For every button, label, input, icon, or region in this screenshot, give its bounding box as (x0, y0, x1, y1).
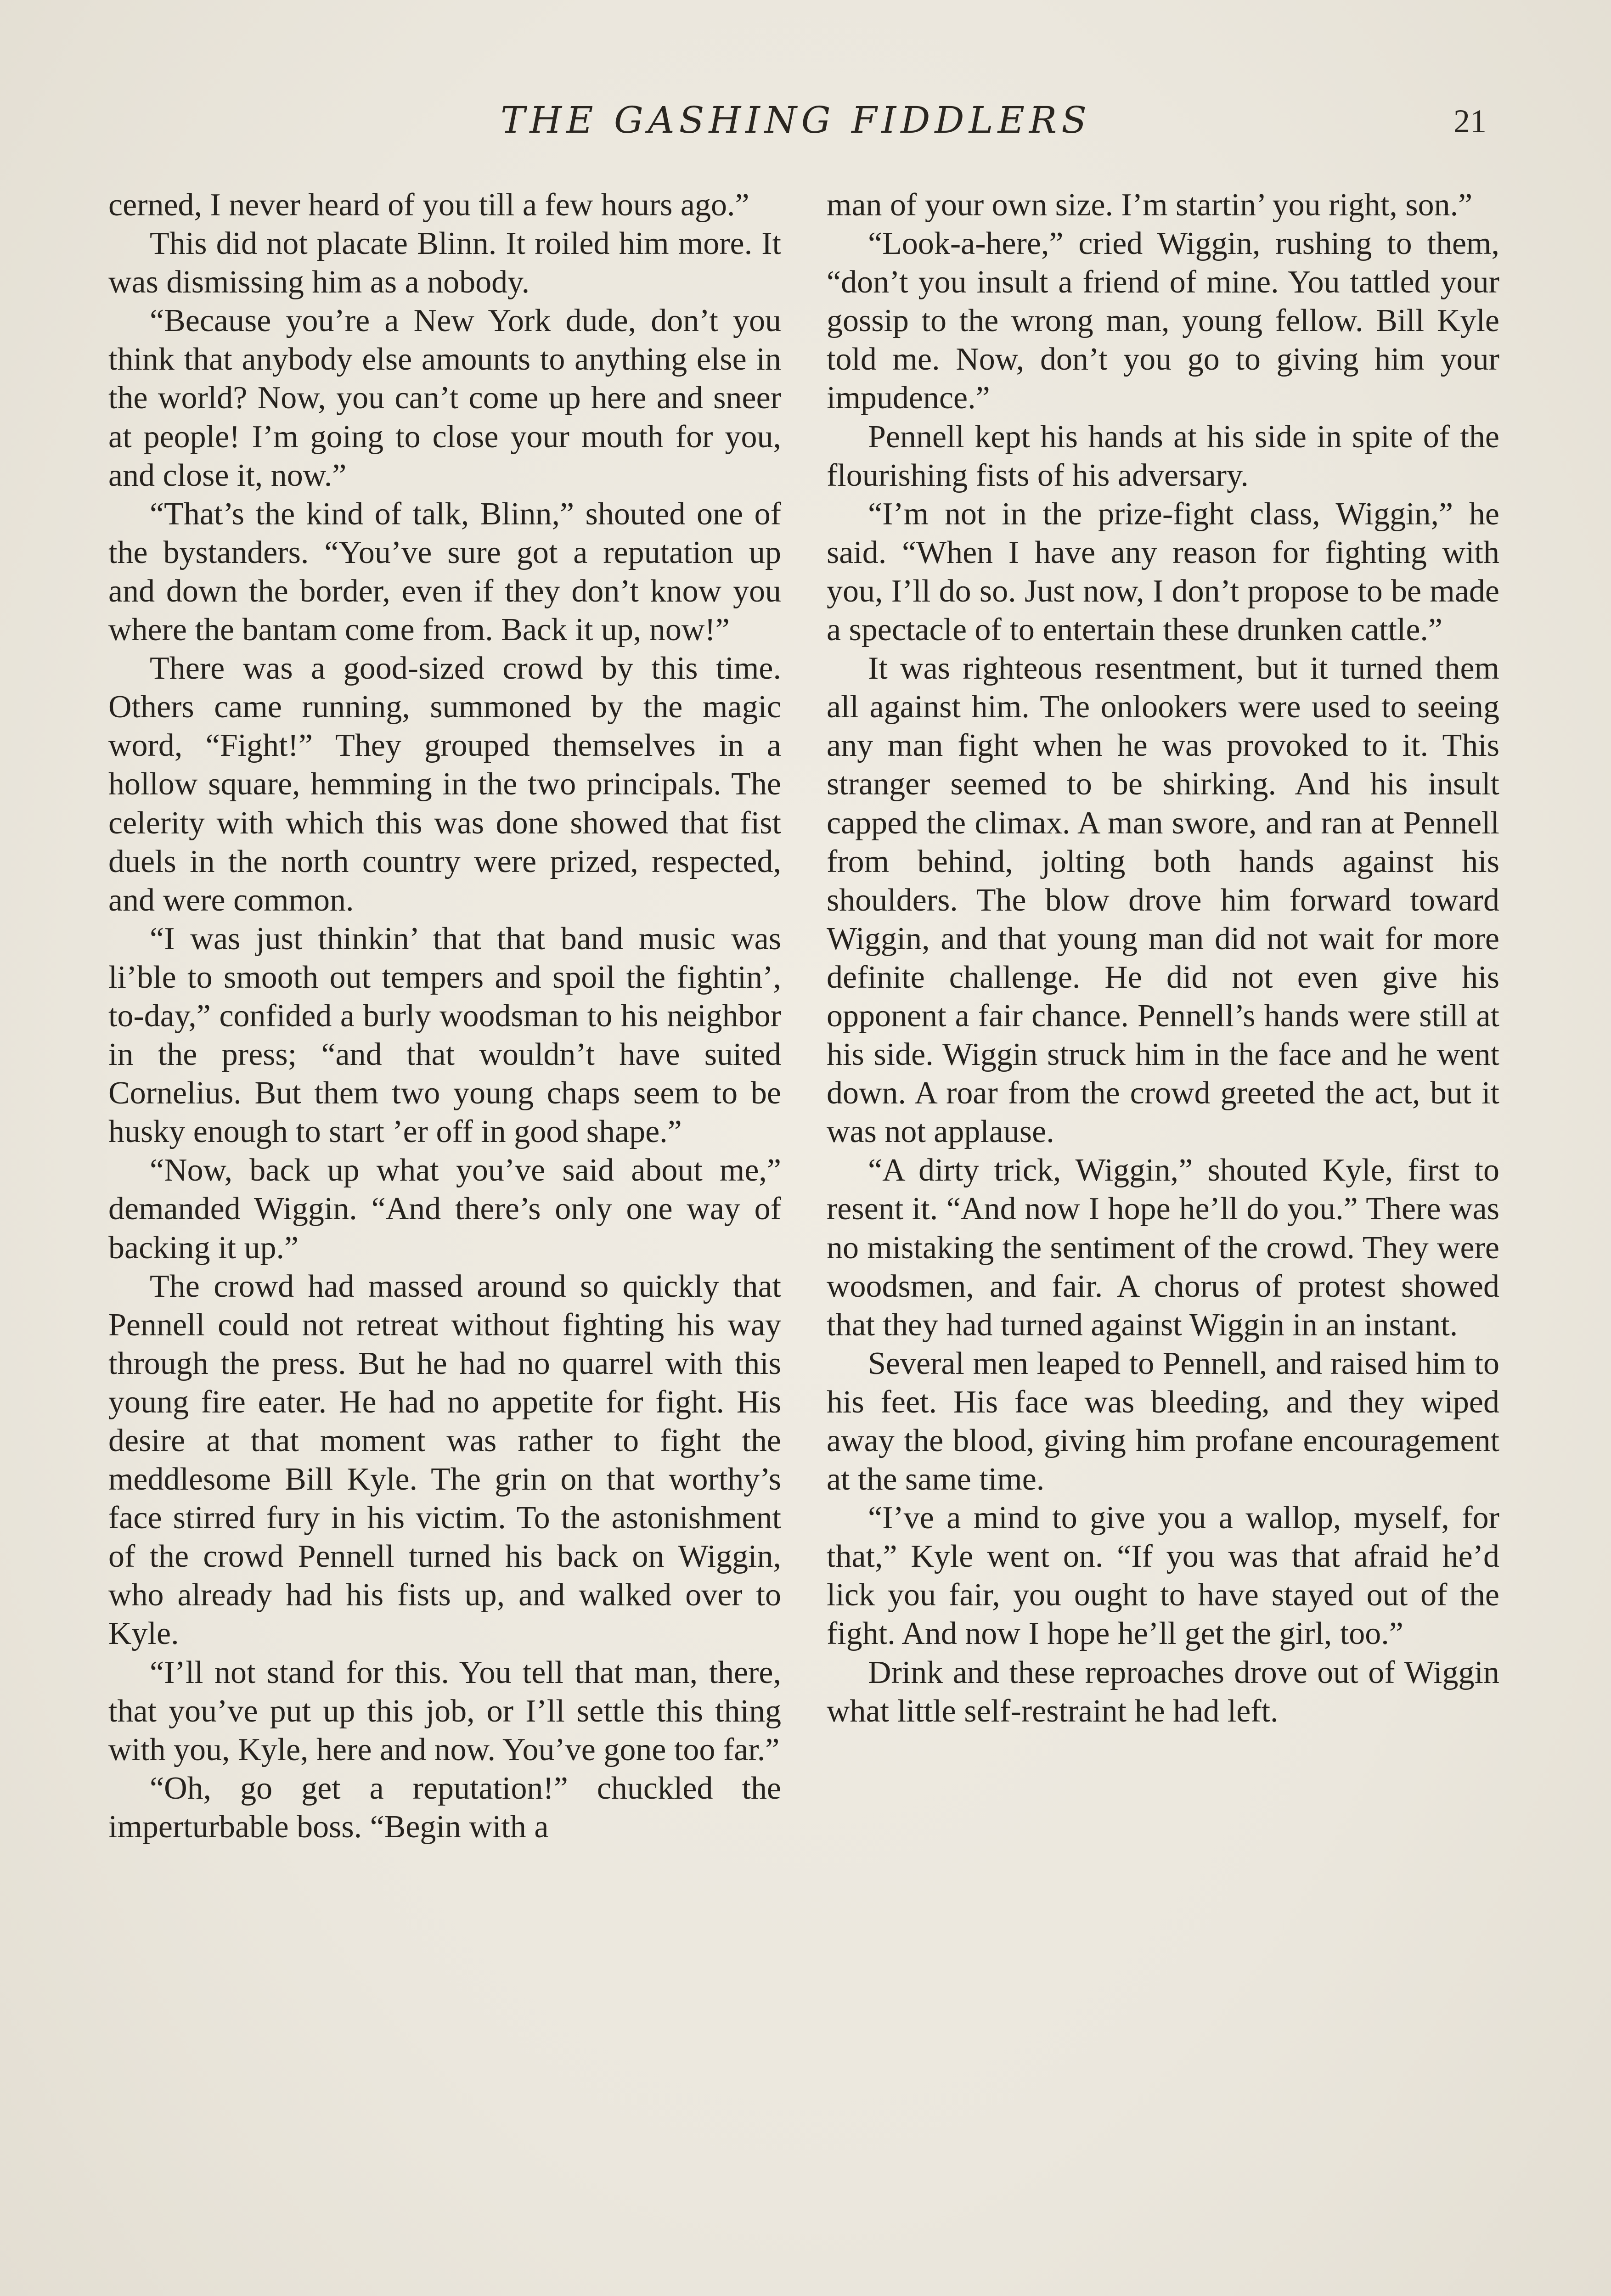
page-number: 21 (1453, 103, 1487, 140)
paragraph: “That’s the kind of talk, Blinn,” shouted one of the bystanders. “You’ve sure got a reputation up and down the border, even if they don’t know you where the bantam come from. Back it up, now!” (108, 496, 781, 648)
paragraph: “I’m not in the prize-fight class, Wiggin,” he said. “When I have any reason for fighting with you, I’ll do so. Just now, I don’t propose to be made a spectacle of to entertain these drunken cattle.” (827, 496, 1499, 648)
paragraph: “I’ve a mind to give you a wallop, myself, for that,” Kyle went on. “If you was that afraid he’d lick you fair, you ought to have stayed out of the fight. And now I hope he’ll get the girl, too.” (827, 1500, 1499, 1652)
paragraph: cerned, I never heard of you till a few hours ago.” (108, 187, 749, 223)
paragraph: Drink and these reproaches drove out of Wiggin what little self-restraint he had left. (827, 1654, 1499, 1729)
paragraph: “I’ll not stand for this. You tell that man, there, that you’ve put up this job, or I’ll settle this thing with you, Kyle, here and now. You’ve gone too far.” (108, 1654, 781, 1767)
paragraph: It was righteous resentment, but it turned them all against him. The onlookers were used to seeing any man fight when he was provoked to it. This stranger seemed to be shirking. And his insult capped the climax. A man swore, and ran at Pennell from behind, jolting both hands against his shoulders. The blow drove him forward toward Wiggin, and that young man did not wait for more definite challenge. He did not even give his opponent a fair chance. Pennell’s hands were still at his side. Wiggin struck him in the face and he went down. A roar from the crowd greeted the act, but it was not applause. (827, 651, 1499, 1150)
paragraph: man of your own size. I’m startin’ you right, son.” (827, 187, 1473, 223)
paragraph: This did not placate Blinn. It roiled him more. It was dismissing him as a nobody. (108, 226, 781, 300)
paragraph: Pennell kept his hands at his side in spite of the flourishing fists of his adversary. (827, 419, 1499, 493)
paragraph: “I was just thinkin’ that that band music was li’ble to smooth out tempers and spoil the fightin’, to-day,” confided a burly woodsman to his neighbor in the press; “and that wouldn’t have suited Cornelius. But them two young chaps seem to be husky enough to start ’er off in good shape.” (108, 921, 781, 1150)
paragraph: The crowd had massed around so quickly that Pennell could not retreat without fighting his way through the press. But he had no quarrel with this young fire eater. He had no appetite for fight. His desire at that moment was rather to fight the meddlesome Bill Kyle. The grin on that worthy’s face stirred fury in his victim. To the astonishment of the crowd Pennell turned his back on Wiggin, who already had his fists up, and walked over to Kyle. (108, 1268, 781, 1652)
paragraph: “Oh, go get a reputation!” chuckled the imperturbable boss. “Begin with a (108, 1770, 781, 1845)
running-title: THE GASHING FIDDLERS (501, 99, 1092, 141)
paragraph: “A dirty trick, Wiggin,” shouted Kyle, first to resent it. “And now I hope he’ll do you.” There was no mistaking the sentiment of the crowd. They were woodsmen, and fair. A chorus of protest showed that they had turned against Wiggin in an instant. (827, 1153, 1499, 1343)
paragraph: Several men leaped to Pennell, and raised him to his feet. His face was bleeding, and they wiped away the blood, giving him profane encouragement at the same time. (827, 1345, 1499, 1497)
paragraph: There was a good-sized crowd by this time. Others came running, summoned by the magic word, “Fight!” They grouped themselves in a hollow square, hemming in the two principals. The celerity with which this was done showed that fist duels in the north country were prized, respected, and were common. (108, 651, 781, 918)
running-head (0, 99, 1611, 154)
paragraph: “Because you’re a New York dude, don’t you think that anybody else amounts to anything else in the world? Now, you can’t come up here and sneer at people! I’m going to close your mouth for you, and close it, now.” (108, 303, 781, 493)
left-column (108, 186, 781, 1846)
paragraph: “Now, back up what you’ve said about me,” demanded Wiggin. “And there’s only one way of backing it up.” (108, 1153, 781, 1266)
paragraph: “Look-a-here,” cried Wiggin, rushing to them, “don’t you insult a friend of mine. You tattled your gossip to the wrong man, young fellow. Bill Kyle told me. Now, don’t you go to giving him your impudence.” (827, 226, 1499, 416)
right-column (827, 186, 1499, 1731)
